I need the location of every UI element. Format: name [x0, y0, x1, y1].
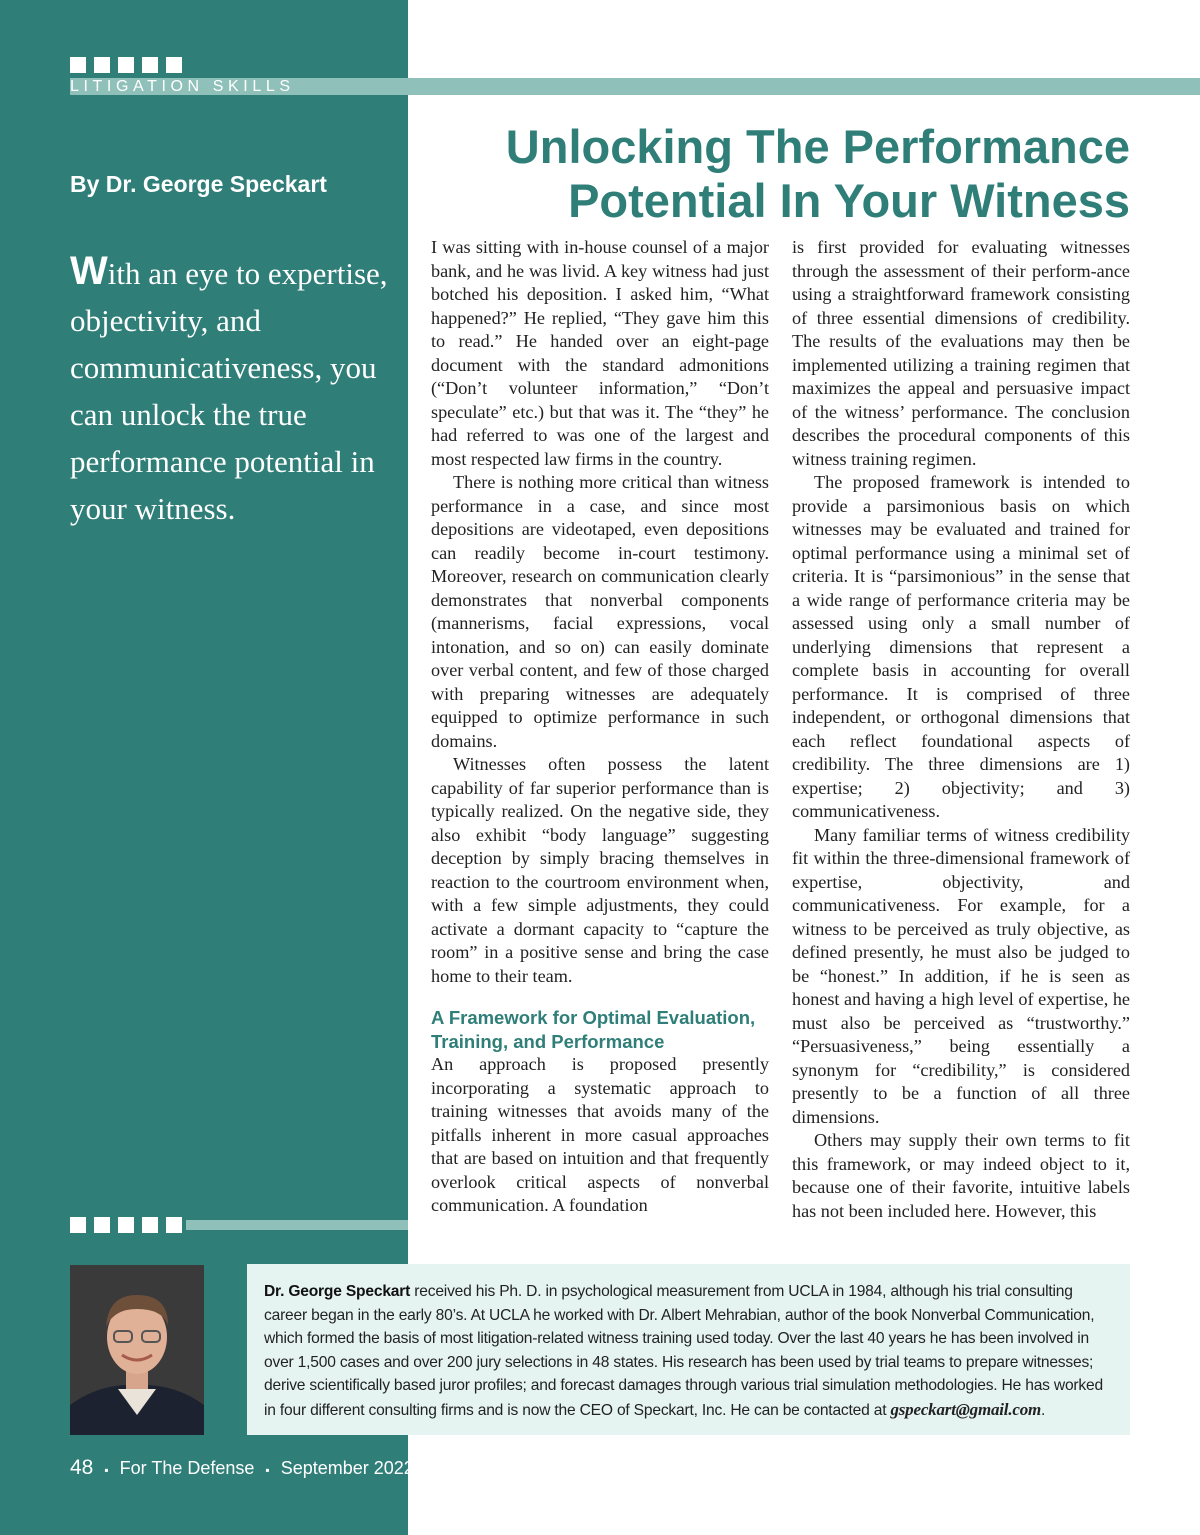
title-line-2: Potential In Your Witness [568, 174, 1130, 227]
pull-quote-initial: W [70, 249, 108, 293]
article-column-1 [431, 236, 769, 1218]
pull-quote-rest: ith an eye to expertise, objectivity, and communicativeness, you can unlock the true performance potential in your witness. [70, 256, 388, 526]
paragraph: I was sitting with in-house counsel of a major bank, and he was livid. A key witness had just botched his deposition. I asked him, “What happened?” He replied, “They gave him this to read.” He handed over an eight-page document with the standard admonitions (“Don’t volunteer information,” “Don’t speculate” etc.) but that was it. The “they” he had referred to was one of the largest and most respected law firms in the country. [431, 237, 769, 469]
author-portrait-icon [70, 1265, 204, 1435]
footer-separator-1: ▪ [104, 1463, 109, 1477]
paragraph: Witnesses often possess the latent capability of far superior performance than is typically realized. On the negative side, they also exhibit “body language” suggesting deception by simply bracing themselves in reaction to the courtroom environment when, with a few simple adjustments, they could activate a dormant capacity to “capture the room” in a positive sense and bring the case home to their team. [431, 754, 769, 986]
issue-date: September 2022 [280, 1458, 414, 1478]
publication-name: For The Defense [119, 1458, 255, 1478]
paragraph: There is nothing more critical than witness performance in a case, and since most depositions are videotaped, even depositions can readily become in-court testimony. Moreover, research on communication clearly demonstrates that nonverbal components (mannerisms, facial expressions, vocal intonation, and so on) can easily dominate over verbal content, and few of those charged with preparing witnesses are adequately equipped to optimize performance in such domains. [431, 472, 769, 751]
paragraph: Others may supply their own terms to fit this framework, or may indeed object to it, because one of their favorite, intuitive labels has not been included here. However, this [792, 1130, 1130, 1221]
paragraph: An approach is proposed presently incorporating a systematic approach to training witnesses that avoids many of the pitfalls inherent in more casual approaches that are based on intuition and that frequently overlook critical aspects of nonverbal communication. A foundation [431, 1054, 769, 1215]
paragraph: The proposed framework is intended to provide a parsimonious basis on which witnesses may be evaluated and trained for optimal performance using a minimal set of criteria. It is “parsimonious” in the sense that a wide range of performance criteria may be assessed using only a small number of underlying dimensions that represent a complete basis in accounting for overall performance. It is comprised of three independent, or orthogonal dimensions that each reflect foundational aspects of credibility. The three dimensions are 1) expertise; 2) objectivity; and 3) communicativeness. [792, 472, 1130, 821]
decorative-squares-bottom [70, 1217, 182, 1233]
bottom-rule [186, 1220, 408, 1230]
article-column-2 [792, 236, 1130, 1223]
author-bio-box [247, 1264, 1130, 1435]
footer-separator-2: ▪ [265, 1463, 270, 1477]
paragraph: is first provided for evaluating witnesses through the assessment of their perform-ance using a straightforward framework consisting of three essential dimensions of credibility. The results of the evaluations may then be implemented utilizing a training regimen that maximizes the appeal and persuasive impact of the witness’ performance. The conclusion describes the procedural components of this witness training regimen. [792, 237, 1130, 469]
section-subheading: A Framework for Optimal Evaluation, Training, and Performance [431, 1007, 756, 1052]
bio-email-link[interactable]: gspeckart@gmail.com [890, 1399, 1042, 1419]
paragraph: Many familiar terms of witness credibility fit within the three-dimensional framework of expertise, objectivity, and communicativeness. For example, for a witness to be perceived as truly objective, as defined presently, he must also be judged to be “honest.” In addition, if he is seen as honest and having a high level of expertise, he must also be perceived as “trustworthy.” “Persuasiveness,” being essentially a synonym for “credibility,” is considered presently to be a function of all three dimensions. [792, 824, 1130, 1127]
section-label: LITIGATION SKILLS [70, 78, 295, 95]
bio-text: received his Ph. D. in psychological measurement from UCLA in 1984, although his trial consulting career began in the early 80’s. At UCLA he worked with Dr. Albert Mehrabian, author of the book Nonverbal Communication, which formed the basis of most litigation-related witness training used today. Over the last 40 years he has been involved in over 1,500 cases and over 200 jury selections in 48 states. His research has been used by trial teams to prepare witnesses; derive scientifically based juror profiles; and forecast damages through various trial simulation methodologies. He has worked in four different consulting firms and is now the CEO of Speckart, Inc. He can be contacted at [264, 1283, 1103, 1419]
author-photo [70, 1265, 204, 1435]
page-footer [70, 1456, 414, 1480]
article-title [430, 120, 1130, 228]
bio-end: . [1041, 1401, 1046, 1419]
title-line-1: Unlocking The Performance [505, 120, 1130, 173]
pull-quote [70, 248, 390, 532]
page-number: 48 [70, 1456, 94, 1479]
decorative-squares-top [70, 57, 182, 73]
byline: By Dr. George Speckart [70, 171, 327, 197]
bio-author-name: Dr. George Speckart [264, 1283, 411, 1300]
